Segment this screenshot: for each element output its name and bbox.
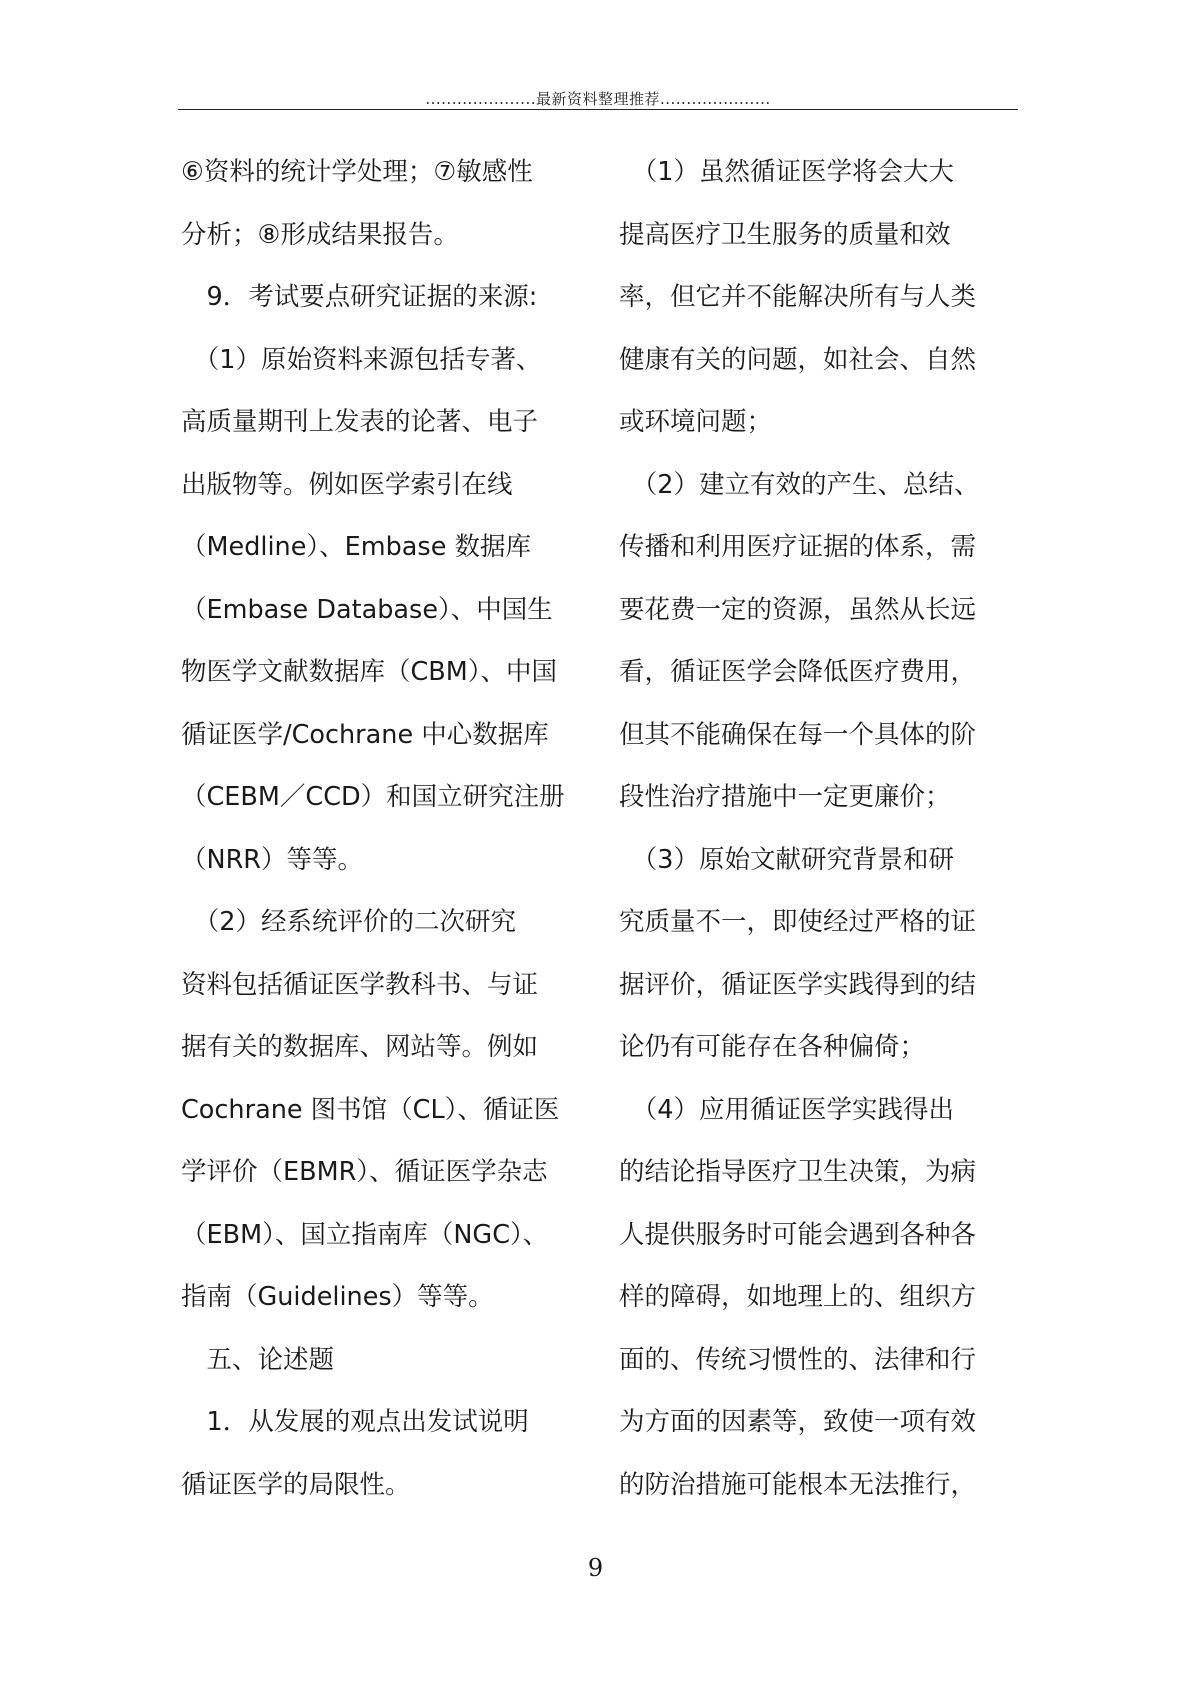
text-line: 据有关的数据库、网站等。例如 — [181, 1032, 539, 1062]
right-column — [619, 141, 1019, 1516]
text-line: 循证医学/Cochrane 中心数据库 — [181, 719, 549, 750]
page-header: .....................最新资料整理推荐..................... — [425, 90, 771, 108]
text-line: 或环境问题； — [619, 407, 773, 437]
text-line: 循证医学的局限性。 — [181, 1469, 411, 1500]
text-line: 率，但它并不能解决所有与人类 — [619, 282, 977, 312]
text-line: （EBM）、国立指南库（NGC）、 — [181, 1219, 549, 1250]
text-line: 为方面的因素等，致使一项有效 — [619, 1407, 977, 1437]
text-line: （2）建立有效的产生、总结、 — [619, 469, 980, 500]
left-column — [181, 141, 581, 1516]
text-line: （3）原始文献研究背景和研 — [619, 844, 954, 875]
text-line: 学评价（EBMR）、循证医学杂志 — [181, 1157, 548, 1187]
text-line: 资料包括循证医学教科书、与证 — [181, 969, 539, 1000]
text-line: （1）原始资料来源包括专著、 — [181, 344, 542, 375]
page-number: 9 — [587, 1554, 604, 1582]
text-line: 面的、传统习惯性的、法律和行 — [619, 1344, 977, 1375]
text-line: 出版物等。例如医学索引在线 — [181, 469, 513, 500]
text-line: 人提供服务时可能会遇到各种各 — [619, 1219, 977, 1250]
text-line: 看，循证医学会降低医疗费用， — [619, 657, 977, 687]
text-line: （1）虽然循证医学将会大大 — [619, 157, 954, 187]
text-line: （4）应用循证医学实践得出 — [619, 1094, 954, 1125]
text-line: （CEBM／CCD）和国立研究注册 — [181, 782, 565, 812]
section-heading: 五、论述题 — [181, 1344, 335, 1375]
text-line: 1．从发展的观点出发试说明 — [181, 1407, 529, 1437]
text-line: 提高医疗卫生服务的质量和效 — [619, 219, 951, 250]
text-line: ⑥资料的统计学处理；⑦敏感性 — [181, 157, 533, 187]
text-line: 传播和利用医疗证据的体系，需 — [619, 532, 977, 562]
text-line: 据评价，循证医学实践得到的结 — [619, 969, 977, 1000]
text-line: （Embase Database）、中国生 — [181, 594, 553, 625]
text-line: Cochrane 图书馆（CL）、循证医 — [181, 1094, 560, 1125]
text-line: 指南（Guidelines）等等。 — [181, 1282, 494, 1312]
text-line: （NRR）等等。 — [181, 844, 364, 875]
header-rule — [178, 109, 1018, 110]
text-line: （Medline）、Embase 数据库 — [181, 532, 531, 562]
text-line: 究质量不一，即使经过严格的证 — [619, 907, 977, 937]
text-line: 健康有关的问题，如社会、自然 — [619, 344, 977, 375]
text-line: 高质量期刊上发表的论著、电子 — [181, 407, 539, 437]
text-line: 物医学文献数据库（CBM）、中国 — [181, 657, 558, 687]
text-line: （2）经系统评价的二次研究 — [181, 907, 516, 937]
text-line: 样的障碍，如地理上的、组织方 — [619, 1282, 977, 1312]
text-line: 但其不能确保在每一个具体的阶 — [619, 719, 977, 750]
text-line: 9．考试要点研究证据的来源: — [181, 282, 538, 312]
text-line: 的结论指导医疗卫生决策，为病 — [619, 1157, 977, 1187]
text-line: 的防治措施可能根本无法推行， — [619, 1469, 977, 1500]
text-line: 要花费一定的资源，虽然从长远 — [619, 594, 977, 625]
text-line: 分析；⑧形成结果报告。 — [181, 219, 459, 250]
text-line: 段性治疗措施中一定更廉价； — [619, 782, 951, 812]
text-line: 论仍有可能存在各种偏倚； — [619, 1032, 926, 1062]
